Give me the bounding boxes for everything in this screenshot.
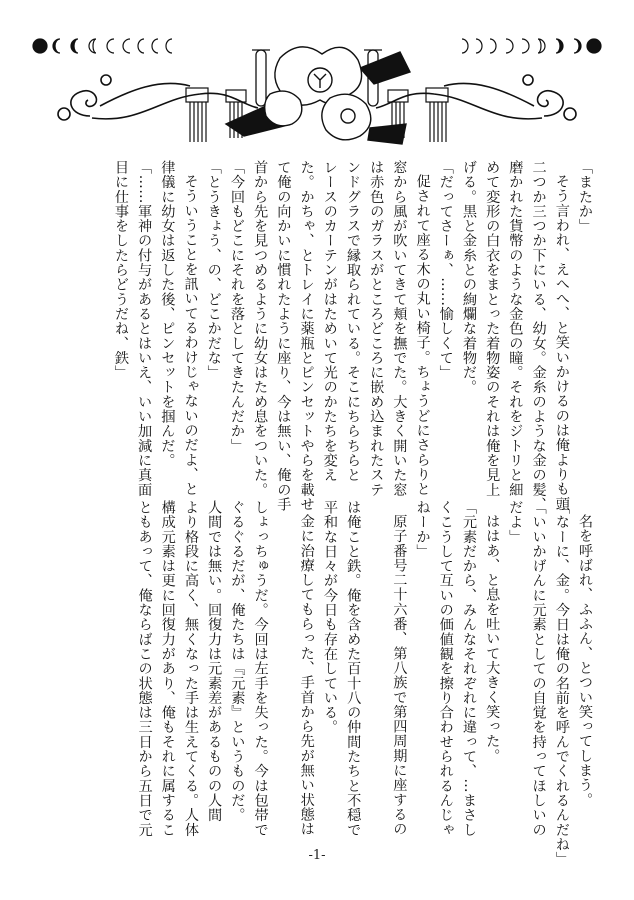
text-line: 窓から風が吹いてきて頬を撫でた。大きく開いた窓 <box>391 160 408 497</box>
text-line: 構成元素は更に回復力があり、俺もそれに属するこ <box>159 500 176 837</box>
text-line: 「だってさーぁ、……愉しくて」 <box>437 160 454 380</box>
text-line: 磨かれた貨幣のような金色の瞳。それをジトリと細 <box>507 160 524 497</box>
text-line: 「……軍神の付与があるとはいえ、いい加減に真面 <box>136 160 153 497</box>
header-ornament <box>30 28 604 148</box>
text-line: そう言われ、えへへ、と笑いかけるのは俺よりも頭 <box>553 174 570 512</box>
text-line: て俺の向かいに慣れたように座り、今は無い、俺の手 <box>275 160 292 512</box>
page-number: -1- <box>308 848 326 863</box>
text-line: 原子番号二十六番、第八族で第四周期に座するの <box>391 514 408 837</box>
text-line: 「いいかげんに元素としての自覚を持ってほしいの <box>530 500 547 837</box>
text-line: 首から先を見つめるように幼女はため息をついた。 <box>252 160 269 497</box>
text-line: ンドグラスで縁取られている。そこにちらちらと <box>344 160 361 483</box>
text-line: 目に仕事をしたらどうだね、鉄」 <box>112 160 129 380</box>
text-line: しょっちゅうだ。今回は左手を失った。今は包帯で <box>252 500 269 837</box>
text-line: めて変形の白衣をまとった着物姿のそれは俺を見上 <box>484 160 501 497</box>
text-line: は俺こと鉄。俺を含めた百十八の仲間たちと不穏で <box>345 500 362 837</box>
text-line: 金に治療してもらった、手首から先が無い状態は <box>298 514 315 837</box>
text-line: た。かちゃ、とトレイに薬瓶とピンセットやらを載せ <box>298 160 315 512</box>
text-line: 二つか三つか下にいる、幼女。金糸のような金の髪、 <box>530 160 547 512</box>
text-line: は赤色のガラスがところどころに嵌め込まれたステ <box>368 160 385 497</box>
text-block-bottom <box>132 500 596 867</box>
moon-phases-left-icon <box>33 39 172 53</box>
text-line: だよ」 <box>507 500 524 544</box>
text-line: ねーか」 <box>414 500 431 559</box>
camellia-flower-icon <box>226 47 410 144</box>
text-line: げる。黒と金糸との絢爛な着物だ。 <box>460 160 477 395</box>
text-line: くこうして互いの価値観を擦り合わせられるんじゃ <box>437 500 454 837</box>
text-line: ははあ、と息を吐いて大きく笑った。 <box>484 514 501 764</box>
text-line: 律儀に幼女は返した後、ピンセットを掴んだ。 <box>159 160 176 468</box>
text-line: そういうことを訊いてるわけじゃないのだよ、と <box>182 174 199 497</box>
text-line: 促されて座る木の丸い椅子。ちょうどにさらりと <box>414 174 431 497</box>
text-line: ぐるぐるだが、俺たちは『元素』というものだ。 <box>229 500 246 823</box>
text-line: ともあって、俺ならばこの状態は三日から五日で元 <box>136 500 153 837</box>
text-line: 「とうきょう、の、どこかだな」 <box>205 160 222 380</box>
text-line: 「またか」 <box>577 160 593 234</box>
text-line: 人間では無い。回復力は元素差があるものの人間 <box>206 500 223 823</box>
text-block-top <box>109 160 596 512</box>
moon-phases-right-icon <box>462 39 601 53</box>
text-line: 「元素だから、みんなそれぞれに違って、…まさし <box>460 500 477 837</box>
text-line: 「なーに、金。今日は俺の名前を呼んでくれるんだね」 <box>553 500 570 867</box>
text-line: 「今回もどこにそれを落としてきたんだか」 <box>228 160 245 453</box>
text-line: 平和な日々が今日も存在している。 <box>321 500 338 735</box>
text-line: レースのカーテンがはためいて光のかたちを変え <box>321 160 338 483</box>
text-line: 名を呼ばれ、ふふん、とつい笑ってしまう。 <box>577 514 593 808</box>
text-line: より格段に高く、無くなった手は生えてくる。人体 <box>182 500 199 837</box>
